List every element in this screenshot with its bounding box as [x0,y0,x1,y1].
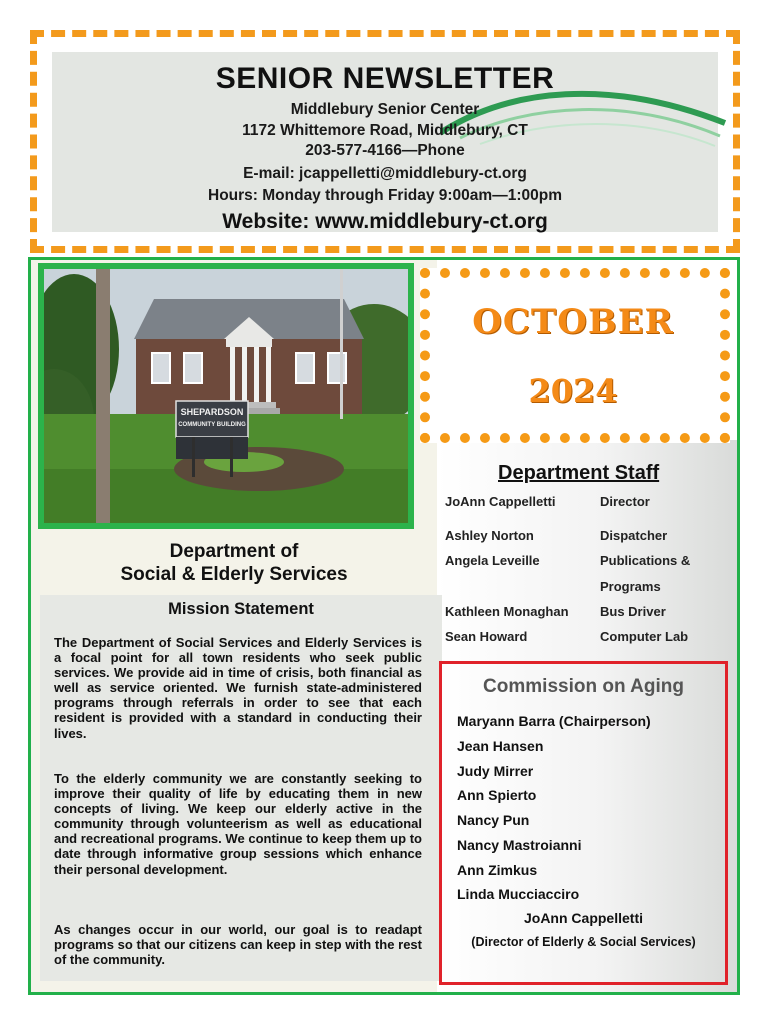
commission-director-name: JoAnn Cappelletti [523,910,643,926]
staff-role: Director [600,494,650,509]
commission-member: Maryann Barra (Chairperson) [457,713,651,729]
mission-heading: Mission Statement [168,600,314,618]
commission-member: Judy Mirrer [457,763,534,779]
commission-member: Ann Zimkus [457,862,538,878]
mission-paragraph: As changes occur in our world, our goal is to readapt programs so that our citizens can keep in step with the rest of the community. [54,922,422,968]
staff-name: JoAnn Cappelletti [445,494,556,509]
mission-paragraph: The Department of Social Services and Elderly Services is a focal point for all town residents who seek public services. We provide aid in time of crisis, both financial as well as service oriented. We furnish state-administered programs through referrals in order to see that each resident is provided with a standard in conducting their lives. [54,635,422,741]
sign-line-2: COMMUNITY BUILDING [178,422,246,428]
commission-member: Nancy Mastroianni [457,837,582,853]
building-photo [44,269,408,523]
staff-role: Programs [600,579,661,594]
staff-name: Sean Howard [445,629,528,644]
staff-role: Bus Driver [600,604,666,619]
staff-role: Computer Lab [600,629,689,644]
commission-member: Linda Mucciacciro [457,886,580,902]
department-title [60,540,408,586]
issue-month: OCTOBER [472,302,674,342]
staff-heading: Department Staff [498,462,660,484]
staff-role: Dispatcher [600,528,668,543]
center-name: Middlebury Senior Center [290,101,480,118]
newsletter-title: SENIOR NEWSLETTER [215,62,555,95]
commission-heading: Commission on Aging [483,676,684,697]
center-phone: 203-577-4166—Phone [305,142,465,159]
department-title-line-1: Department of [169,541,299,562]
staff-name: Ashley Norton [445,528,534,543]
center-website[interactable]: Website: www.middlebury-ct.org [222,210,548,233]
commission-member: Ann Spierto [457,787,537,803]
center-hours: Hours: Monday through Friday 9:00am—1:00pm [208,187,562,204]
sign-line-1: SHEPARDSON [180,407,244,417]
center-address: 1172 Whittemore Road, Middlebury, CT [242,122,528,139]
mission-paragraph: To the elderly community we are constantly seeking to improve their quality of life by educating them in new concepts of living. We keep our elderly active in the community through volunteerism as well as educational and recreational programs. We continue to keep them up to date through informative group sessions which enhance their personal development. [54,771,422,877]
center-email[interactable]: E-mail: jcappelletti@middlebury-ct.org [243,165,527,182]
commission-director-title: (Director of Elderly & Social Services) [471,935,696,949]
commission-member: Nancy Pun [457,812,530,828]
staff-role: Publications & [600,553,691,568]
staff-name: Kathleen Monaghan [445,604,569,619]
department-title-line-2: Social & Elderly Services [120,564,348,585]
commission-member: Jean Hansen [457,738,544,754]
issue-year: 2024 [528,372,618,410]
staff-name: Angela Leveille [445,553,540,568]
issue-date-box [420,268,730,443]
